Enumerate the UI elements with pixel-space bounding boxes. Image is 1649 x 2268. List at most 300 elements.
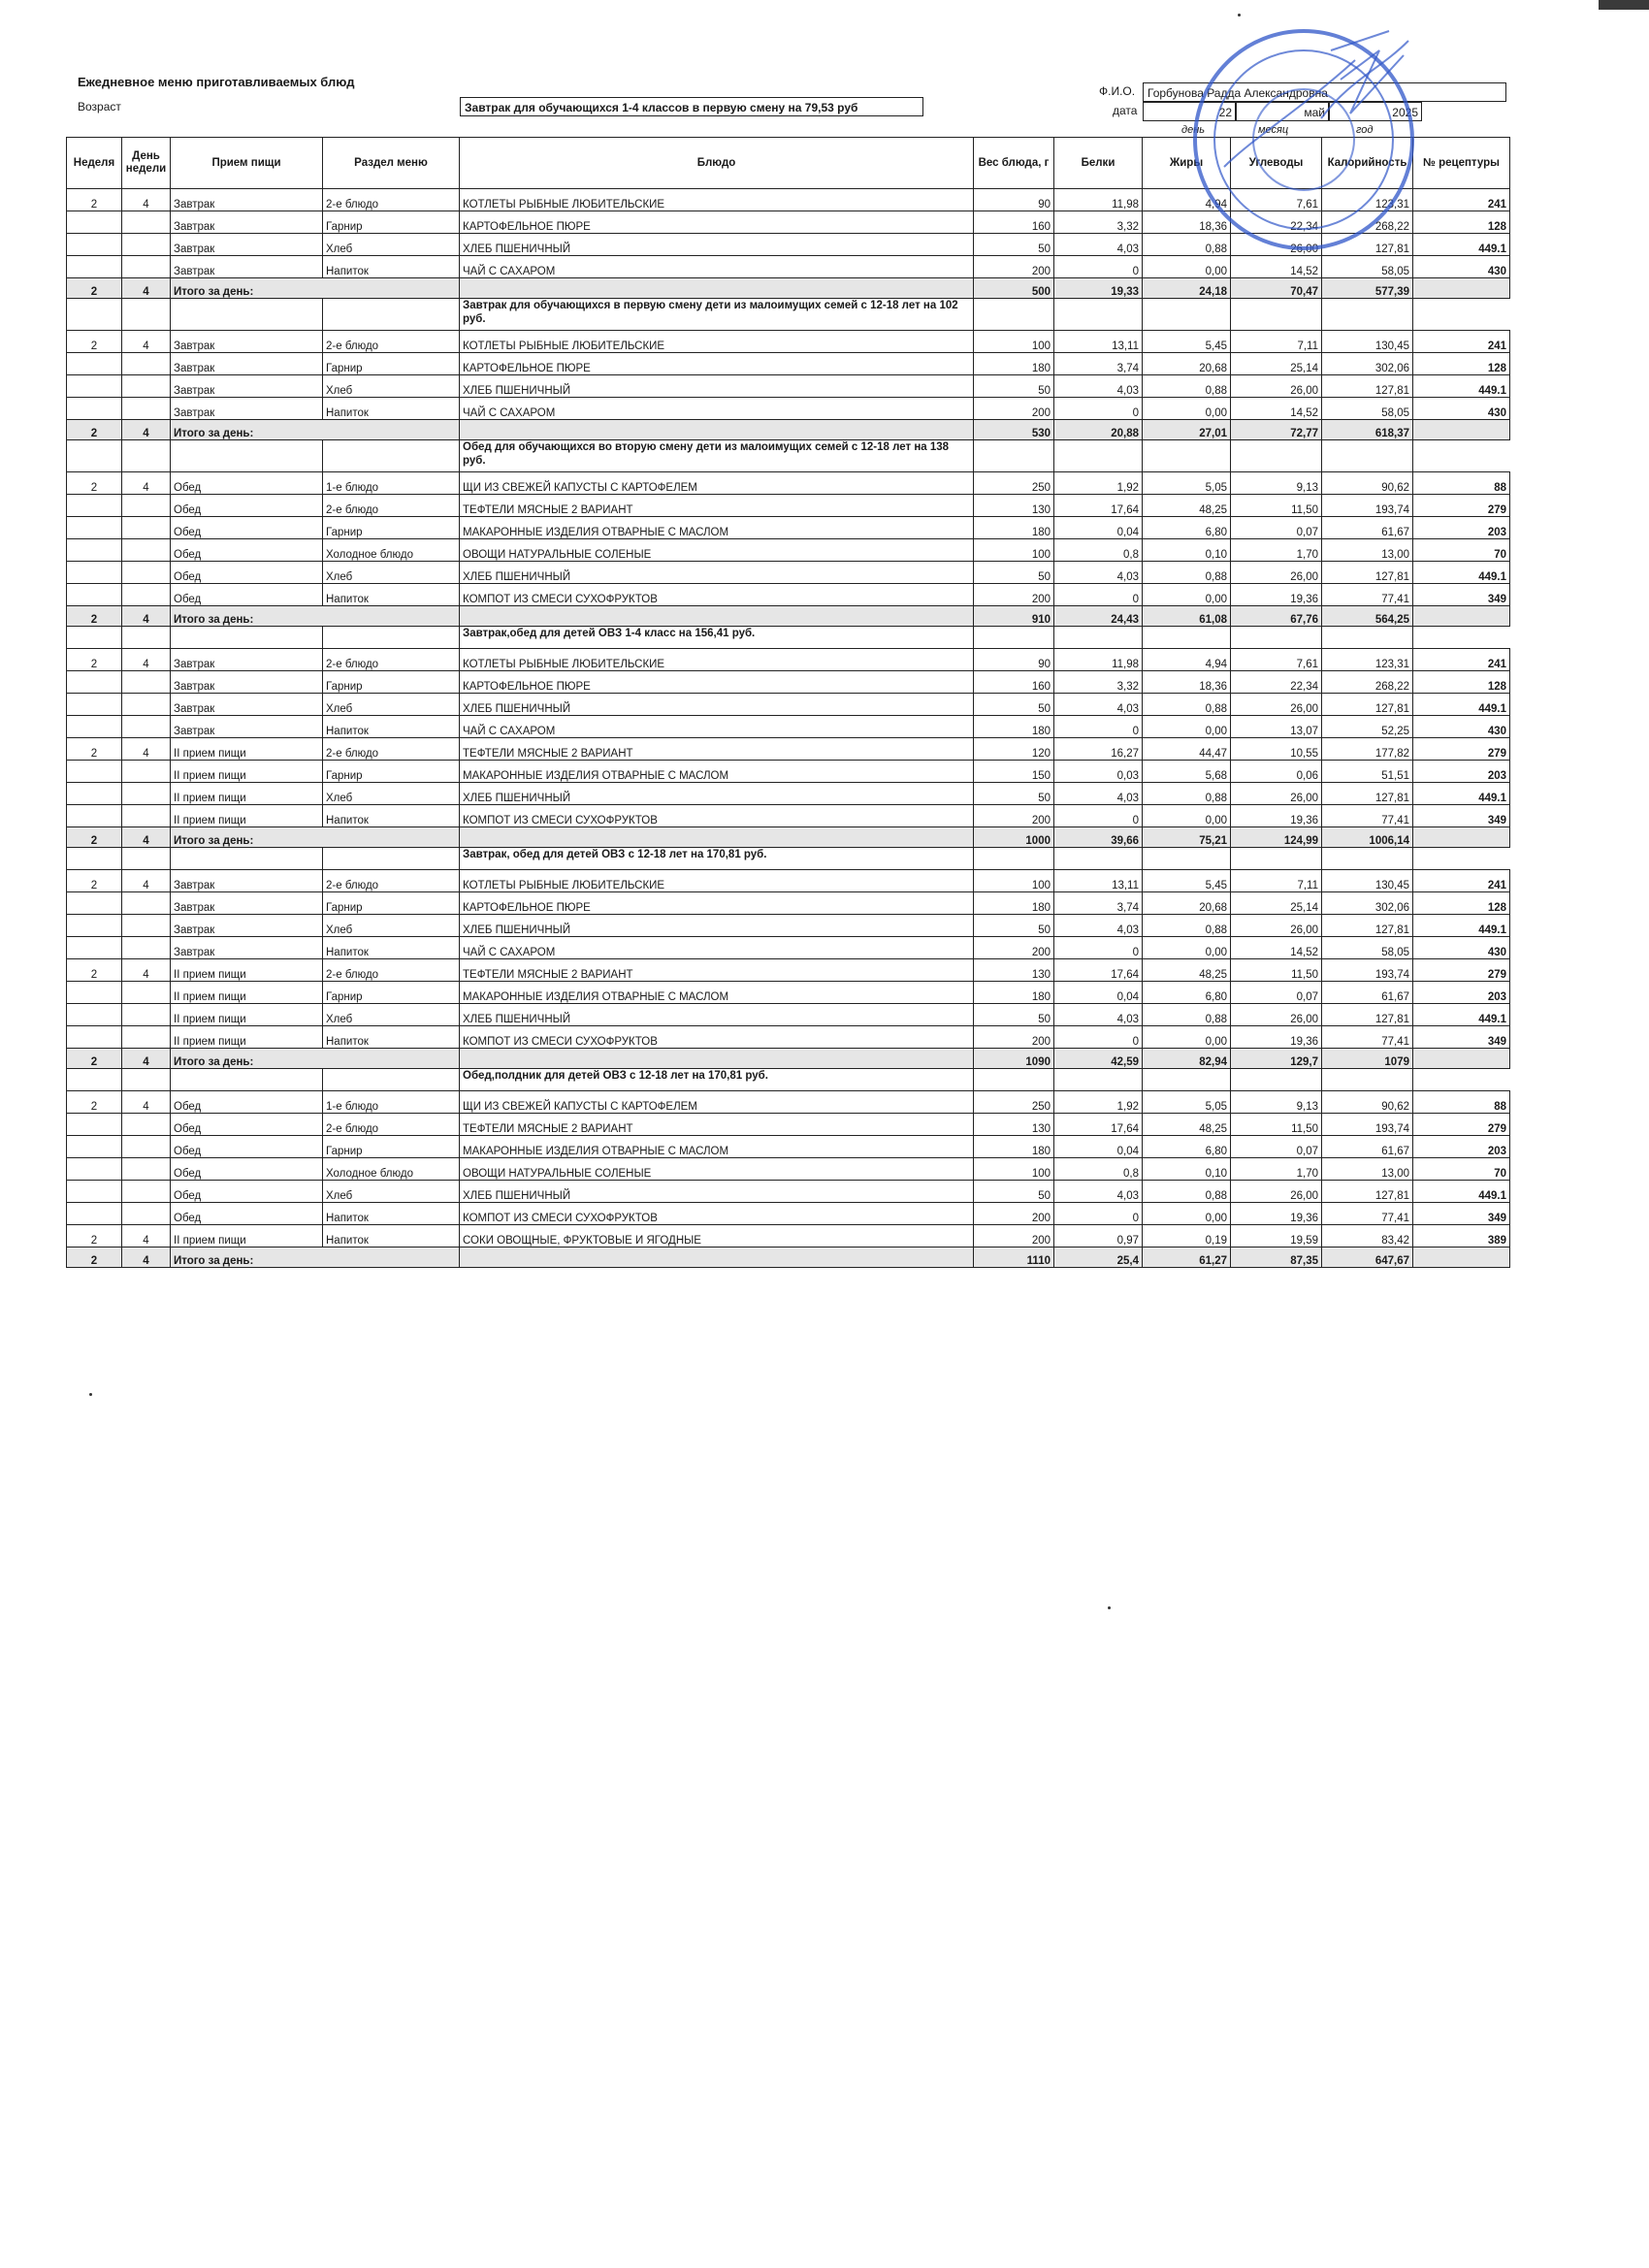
weight-cell: 50 [974,694,1054,716]
carbs-cell: 25,14 [1231,353,1322,375]
fat-cell: 0,88 [1143,915,1231,937]
total-row [67,420,1510,440]
fat-cell: 0,00 [1143,805,1231,827]
protein-cell: 13,11 [1054,870,1143,892]
table-row [67,738,1510,761]
fat-cell: 48,25 [1143,959,1231,982]
kcal-cell: 177,82 [1322,738,1413,761]
kcal-cell: 123,31 [1322,189,1413,211]
meal-cell: Завтрак [171,331,323,353]
day-cell [122,694,171,716]
weight-cell: 530 [974,420,1054,440]
week-cell [67,1181,122,1203]
official-stamp [1185,21,1422,258]
kcal-cell: 77,41 [1322,1026,1413,1049]
dish-cell: ТЕФТЕЛИ МЯСНЫЕ 2 ВАРИАНТ [460,959,974,982]
meal-cell: II прием пищи [171,959,323,982]
kcal-cell: 83,42 [1322,1225,1413,1247]
kcal-cell: 302,06 [1322,892,1413,915]
empty-cell [1413,420,1510,440]
empty-cell [1143,848,1231,870]
recipe-cell: 70 [1413,1158,1510,1181]
carbs-cell: 1,70 [1231,539,1322,562]
dish-cell: ХЛЕБ ПШЕНИЧНЫЙ [460,1004,974,1026]
table-row [67,671,1510,694]
dish-cell: ЩИ ИЗ СВЕЖЕЙ КАПУСТЫ С КАРТОФЕЛЕМ [460,1091,974,1114]
empty-cell [67,299,122,331]
weight-cell: 180 [974,353,1054,375]
total-label: Итого за день: [171,606,460,627]
table-row [67,1181,1510,1203]
date-day-caption: день [1181,124,1206,136]
dish-cell: ТЕФТЕЛИ МЯСНЫЕ 2 ВАРИАНТ [460,495,974,517]
carbs-cell: 9,13 [1231,1091,1322,1114]
week-cell: 2 [67,1247,122,1268]
protein-cell: 17,64 [1054,959,1143,982]
carbs-cell: 1,70 [1231,1158,1322,1181]
menu-section-cell: Хлеб [323,375,460,398]
kcal-cell: 268,22 [1322,671,1413,694]
day-cell [122,353,171,375]
kcal-cell: 193,74 [1322,1114,1413,1136]
empty-cell [1413,848,1510,870]
kcal-cell: 130,45 [1322,870,1413,892]
empty-cell [1413,1247,1510,1268]
table-row [67,870,1510,892]
kcal-cell: 647,67 [1322,1247,1413,1268]
week-cell [67,398,122,420]
meal-cell: Завтрак [171,671,323,694]
section-title-row [67,299,1510,331]
empty-cell [1231,848,1322,870]
carbs-cell: 87,35 [1231,1247,1322,1268]
day-cell [122,211,171,234]
kcal-cell: 61,67 [1322,517,1413,539]
meal-cell: Завтрак [171,870,323,892]
table-row [67,375,1510,398]
table-row [67,649,1510,671]
meal-cell: Обед [171,539,323,562]
week-cell [67,256,122,278]
empty-cell [1054,299,1143,331]
protein-cell: 4,03 [1054,915,1143,937]
fat-cell: 18,36 [1143,211,1231,234]
fat-cell: 0,88 [1143,783,1231,805]
meal-cell: Обед [171,472,323,495]
kcal-cell: 58,05 [1322,937,1413,959]
weight-cell: 200 [974,584,1054,606]
dish-cell: КОТЛЕТЫ РЫБНЫЕ ЛЮБИТЕЛЬСКИЕ [460,189,974,211]
dish-cell: КАРТОФЕЛЬНОЕ ПЮРЕ [460,671,974,694]
day-cell [122,495,171,517]
dish-cell: ЩИ ИЗ СВЕЖЕЙ КАПУСТЫ С КАРТОФЕЛЕМ [460,472,974,495]
day-cell [122,805,171,827]
fat-cell: 4,94 [1143,649,1231,671]
meal-cell: II прием пищи [171,1225,323,1247]
menu-section-cell: Напиток [323,1026,460,1049]
meal-cell: Обед [171,1203,323,1225]
weight-cell: 160 [974,211,1054,234]
carbs-cell: 0,07 [1231,982,1322,1004]
kcal-cell: 564,25 [1322,606,1413,627]
table-row [67,959,1510,982]
empty-cell [974,848,1054,870]
kcal-cell: 127,81 [1322,1004,1413,1026]
carbs-cell: 0,06 [1231,761,1322,783]
scan-speck [89,1393,92,1396]
fat-cell: 0,88 [1143,234,1231,256]
empty-cell [122,440,171,472]
protein-cell: 0,04 [1054,517,1143,539]
week-cell [67,783,122,805]
day-cell: 4 [122,420,171,440]
weight-cell: 160 [974,671,1054,694]
weight-cell: 130 [974,495,1054,517]
age-label: Возраст [78,100,121,113]
meal-cell: Обед [171,1114,323,1136]
recipe-cell: 449.1 [1413,562,1510,584]
week-cell [67,539,122,562]
table-row [67,1026,1510,1049]
table-row [67,1004,1510,1026]
fat-cell: 5,45 [1143,870,1231,892]
carbs-cell: 14,52 [1231,256,1322,278]
table-row [67,584,1510,606]
empty-cell [67,627,122,649]
week-cell [67,517,122,539]
empty-cell [974,627,1054,649]
carbs-cell: 0,07 [1231,1136,1322,1158]
dish-cell: ОВОЩИ НАТУРАЛЬНЫЕ СОЛЕНЫЕ [460,1158,974,1181]
empty-cell [1143,299,1231,331]
week-cell [67,937,122,959]
weight-cell: 200 [974,805,1054,827]
recipe-cell: 203 [1413,517,1510,539]
week-cell [67,1004,122,1026]
meal-cell: Завтрак [171,716,323,738]
meal-cell: Завтрак [171,694,323,716]
menu-section-cell: 1-е блюдо [323,1091,460,1114]
empty-cell [1054,1069,1143,1091]
meal-cell: Обед [171,584,323,606]
column-header: Калорийность [1322,138,1413,189]
carbs-cell: 19,36 [1231,584,1322,606]
total-label: Итого за день: [171,278,460,299]
menu-section-cell: Гарнир [323,892,460,915]
kcal-cell: 90,62 [1322,472,1413,495]
section-title-row [67,1069,1510,1091]
fat-cell: 61,08 [1143,606,1231,627]
kcal-cell: 127,81 [1322,783,1413,805]
menu-section-cell: Хлеб [323,694,460,716]
kcal-cell: 52,25 [1322,716,1413,738]
week-cell [67,495,122,517]
protein-cell: 0,03 [1054,761,1143,783]
empty-cell [1143,440,1231,472]
carbs-cell: 26,00 [1231,562,1322,584]
meal-cell: Завтрак [171,234,323,256]
day-cell: 4 [122,331,171,353]
fat-cell: 44,47 [1143,738,1231,761]
table-row [67,353,1510,375]
protein-cell: 16,27 [1054,738,1143,761]
kcal-cell: 577,39 [1322,278,1413,299]
protein-cell: 20,88 [1054,420,1143,440]
protein-cell: 24,43 [1054,606,1143,627]
section-title: Обед,полдник для детей ОВЗ с 12-18 лет на 170,81 руб. [460,1069,974,1091]
carbs-cell: 7,61 [1231,189,1322,211]
empty-cell [323,627,460,649]
menu-section-cell: Напиток [323,716,460,738]
table-row [67,517,1510,539]
kcal-cell: 193,74 [1322,495,1413,517]
dish-cell: МАКАРОННЫЕ ИЗДЕЛИЯ ОТВАРНЫЕ С МАСЛОМ [460,982,974,1004]
recipe-cell: 70 [1413,539,1510,562]
protein-cell: 4,03 [1054,562,1143,584]
day-cell [122,584,171,606]
table-row [67,1225,1510,1247]
recipe-cell: 128 [1413,211,1510,234]
dish-cell: ОВОЩИ НАТУРАЛЬНЫЕ СОЛЕНЫЕ [460,539,974,562]
kcal-cell: 268,22 [1322,211,1413,234]
day-cell [122,1136,171,1158]
date-year-caption: год [1356,124,1374,136]
kcal-cell: 130,45 [1322,331,1413,353]
meal-cell: II прием пищи [171,738,323,761]
fat-cell: 6,80 [1143,982,1231,1004]
recipe-cell: 449.1 [1413,1181,1510,1203]
empty-cell [171,440,323,472]
protein-cell: 42,59 [1054,1049,1143,1069]
table-row [67,915,1510,937]
dish-cell: ЧАЙ С САХАРОМ [460,937,974,959]
fat-cell: 5,45 [1143,331,1231,353]
week-cell [67,671,122,694]
weight-cell: 100 [974,1158,1054,1181]
fat-cell: 0,88 [1143,562,1231,584]
kcal-cell: 127,81 [1322,694,1413,716]
weight-cell: 200 [974,256,1054,278]
column-header: День недели [122,138,171,189]
fat-cell: 48,25 [1143,495,1231,517]
menu-section-cell: Гарнир [323,353,460,375]
recipe-cell: 349 [1413,1026,1510,1049]
protein-cell: 3,74 [1054,353,1143,375]
carbs-cell: 19,36 [1231,1026,1322,1049]
fat-cell: 20,68 [1143,892,1231,915]
protein-cell: 0 [1054,805,1143,827]
fat-cell: 6,80 [1143,517,1231,539]
weight-cell: 90 [974,649,1054,671]
day-cell [122,562,171,584]
protein-cell: 0 [1054,1026,1143,1049]
empty-cell [122,299,171,331]
day-cell: 4 [122,1247,171,1268]
menu-section-cell: Хлеб [323,1004,460,1026]
day-cell [122,1181,171,1203]
empty-cell [1143,1069,1231,1091]
day-cell: 4 [122,959,171,982]
week-cell: 2 [67,420,122,440]
menu-section-cell: Напиток [323,1203,460,1225]
recipe-cell: 279 [1413,1114,1510,1136]
dish-cell: ХЛЕБ ПШЕНИЧНЫЙ [460,1181,974,1203]
table-row [67,1114,1510,1136]
meal-cell: Обед [171,1136,323,1158]
day-cell: 4 [122,606,171,627]
protein-cell: 11,98 [1054,189,1143,211]
protein-cell: 4,03 [1054,234,1143,256]
meal-cell: Завтрак [171,398,323,420]
recipe-cell: 389 [1413,1225,1510,1247]
empty-cell [1413,299,1510,331]
table-row [67,1136,1510,1158]
weight-cell: 200 [974,398,1054,420]
menu-section-cell: Гарнир [323,1136,460,1158]
recipe-cell: 128 [1413,892,1510,915]
weight-cell: 200 [974,1026,1054,1049]
week-cell [67,761,122,783]
scan-speck [1238,14,1241,16]
day-cell [122,937,171,959]
kcal-cell: 13,00 [1322,539,1413,562]
empty-cell [1231,1069,1322,1091]
empty-cell [1231,299,1322,331]
carbs-cell: 26,00 [1231,1004,1322,1026]
empty-cell [1413,440,1510,472]
kcal-cell: 123,31 [1322,649,1413,671]
day-cell [122,761,171,783]
recipe-cell: 88 [1413,472,1510,495]
protein-cell: 4,03 [1054,1004,1143,1026]
week-cell: 2 [67,870,122,892]
dish-cell: КОМПОТ ИЗ СМЕСИ СУХОФРУКТОВ [460,1203,974,1225]
protein-cell: 0 [1054,584,1143,606]
empty-cell [1413,1069,1510,1091]
weight-cell: 100 [974,539,1054,562]
empty-cell [1054,627,1143,649]
meal-cell: Обед [171,517,323,539]
empty-cell [460,827,974,848]
meal-cell: Завтрак [171,353,323,375]
carbs-cell: 7,61 [1231,649,1322,671]
weight-cell: 180 [974,517,1054,539]
fat-cell: 6,80 [1143,1136,1231,1158]
section-title: Обед для обучающихся во вторую смену дети из малоимущих семей с 12-18 лет на 138 руб. [460,440,974,472]
recipe-cell: 349 [1413,805,1510,827]
fat-cell: 4,94 [1143,189,1231,211]
table-row [67,805,1510,827]
section-title: Завтрак, обед для детей ОВЗ с 12-18 лет на 170,81 руб. [460,848,974,870]
carbs-cell: 70,47 [1231,278,1322,299]
protein-cell: 0 [1054,937,1143,959]
day-cell: 4 [122,738,171,761]
day-cell [122,716,171,738]
menu-section-cell: Напиток [323,398,460,420]
dish-cell: КОТЛЕТЫ РЫБНЫЕ ЛЮБИТЕЛЬСКИЕ [460,649,974,671]
empty-cell [122,627,171,649]
empty-cell [1413,606,1510,627]
dish-cell: МАКАРОННЫЕ ИЗДЕЛИЯ ОТВАРНЫЕ С МАСЛОМ [460,1136,974,1158]
section-title-row [67,627,1510,649]
meal-cell: Завтрак [171,256,323,278]
table-row [67,495,1510,517]
menu-section-cell: 1-е блюдо [323,472,460,495]
recipe-cell: 430 [1413,398,1510,420]
protein-cell: 0 [1054,256,1143,278]
carbs-cell: 22,34 [1231,211,1322,234]
protein-cell: 0,8 [1054,539,1143,562]
fat-cell: 0,10 [1143,539,1231,562]
protein-cell: 0,04 [1054,982,1143,1004]
protein-cell: 0 [1054,1203,1143,1225]
empty-cell [974,440,1054,472]
meal-cell: Завтрак [171,937,323,959]
week-cell [67,234,122,256]
day-cell [122,539,171,562]
carbs-cell: 19,36 [1231,805,1322,827]
week-cell [67,694,122,716]
dish-cell: КАРТОФЕЛЬНОЕ ПЮРЕ [460,353,974,375]
dish-cell: КОМПОТ ИЗ СМЕСИ СУХОФРУКТОВ [460,805,974,827]
meal-cell: Завтрак [171,375,323,398]
fat-cell: 0,00 [1143,1026,1231,1049]
empty-cell [974,299,1054,331]
document-title: Ежедневное меню приготавливаемых блюд [78,75,355,89]
dish-cell: КОМПОТ ИЗ СМЕСИ СУХОФРУКТОВ [460,584,974,606]
menu-section-cell: Хлеб [323,783,460,805]
carbs-cell: 129,7 [1231,1049,1322,1069]
weight-cell: 180 [974,982,1054,1004]
week-cell [67,584,122,606]
empty-cell [67,1069,122,1091]
fat-cell: 0,88 [1143,375,1231,398]
weight-cell: 180 [974,892,1054,915]
day-cell: 4 [122,827,171,848]
empty-cell [1322,627,1413,649]
table-row [67,1203,1510,1225]
dish-cell: ЧАЙ С САХАРОМ [460,716,974,738]
dish-cell: ЧАЙ С САХАРОМ [460,256,974,278]
table-row [67,1091,1510,1114]
day-cell [122,1004,171,1026]
protein-cell: 3,32 [1054,671,1143,694]
section-title: Завтрак,обед для детей ОВЗ 1-4 класс на 156,41 руб. [460,627,974,649]
menu-section-cell: Гарнир [323,982,460,1004]
column-header: № рецептуры [1413,138,1510,189]
protein-cell: 4,03 [1054,1181,1143,1203]
kcal-cell: 1006,14 [1322,827,1413,848]
empty-cell [460,606,974,627]
recipe-cell: 449.1 [1413,375,1510,398]
recipe-cell: 279 [1413,738,1510,761]
menu-section-cell: 2-е блюдо [323,959,460,982]
table-row [67,761,1510,783]
meal-cell: Обед [171,495,323,517]
week-cell [67,562,122,584]
dish-cell: КОМПОТ ИЗ СМЕСИ СУХОФРУКТОВ [460,1026,974,1049]
empty-cell [1054,848,1143,870]
date-month: май [1236,102,1329,121]
empty-cell [171,627,323,649]
week-cell: 2 [67,827,122,848]
week-cell: 2 [67,1091,122,1114]
day-cell [122,982,171,1004]
carbs-cell: 11,50 [1231,959,1322,982]
menu-section-cell: 2-е блюдо [323,495,460,517]
meal-cell: Обед [171,1181,323,1203]
week-cell: 2 [67,189,122,211]
